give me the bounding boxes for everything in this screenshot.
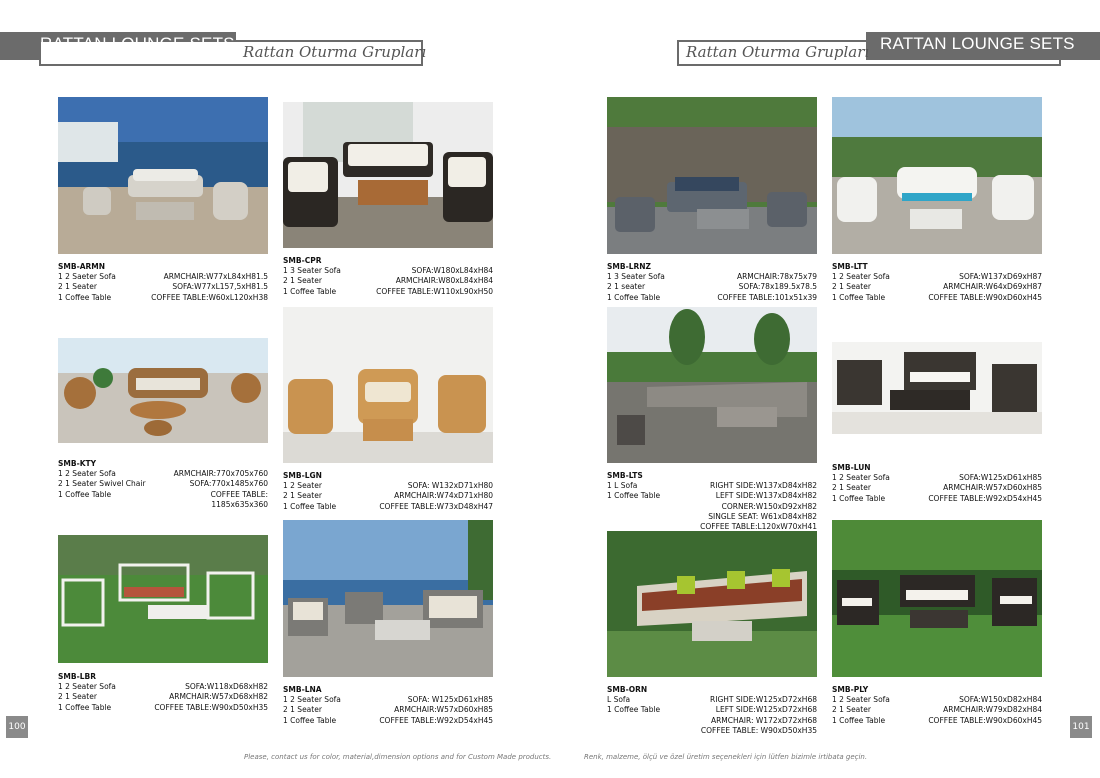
product-card: [283, 307, 493, 512]
spec-right: ARMCHAIR:W79xD82xH84: [943, 705, 1042, 715]
product-photo-smb-cpr: [283, 102, 493, 248]
spec-left: 1 2 Saeter Sofa: [58, 272, 116, 281]
spec-left: 1 2 Seater Sofa: [283, 695, 341, 704]
spec-right: RIGHT SIDE:W137xD84xH82: [710, 481, 817, 490]
product-card: [607, 97, 817, 303]
spec-left: 1 Coffee Table: [58, 292, 112, 302]
spec-right: COFFEE TABLE:L120xW70xH41: [700, 522, 817, 532]
footer-note-left: Please, contact us for color, material,dimension options and for Custom Made products.: [244, 753, 552, 761]
spec-left: 1 Coffee Table: [283, 286, 337, 296]
spec-right: COFFEE TABLE:W92xD54xH45: [379, 715, 493, 725]
spec-left: 1 Coffee Table: [607, 705, 661, 715]
spec-left: 2 1 Seater: [283, 276, 322, 286]
spec-left: 2 1 Seater: [58, 282, 97, 292]
product-card: [58, 338, 268, 510]
left-header-subtitle: Rattan Oturma Grupları: [243, 43, 427, 61]
spec-right: COFFEE TABLE:W110xL90xH50: [376, 286, 493, 296]
spec-left: 1 Coffee Table: [607, 292, 661, 302]
spec-right: ARMCHAIR:W57xD68xH82: [169, 692, 268, 702]
spec-right: SOFA:78x189.5x78.5: [738, 282, 817, 292]
spec-right: SOFA:W118xD68xH82: [185, 682, 268, 691]
spec-left: 2 1 Seater: [832, 483, 871, 493]
product-photo-smb-orn: [607, 531, 817, 677]
spec-right: ARMCHAIR:78x75x79: [736, 272, 817, 281]
spec-right: ARMCHAIR:W77xL84xH81.5: [163, 272, 268, 281]
spec-right: LEFT SIDE:W137xD84xH82: [715, 491, 817, 501]
product-photo-smb-lna: [283, 520, 493, 677]
spec-left: 1 2 Seater: [283, 481, 322, 490]
spec-right: SOFA: W125xD61xH85: [407, 695, 493, 704]
footer-note-right: Renk, malzeme, ölçü ve özel üretim seçenekleri için lütfen bizimle irtibata geçin.: [584, 753, 868, 761]
product-card: [832, 342, 1042, 504]
spec-left: 1 Coffee Table: [832, 493, 886, 503]
product-photo-smb-lun: [832, 342, 1042, 434]
spec-left: 1 2 Seater Sofa: [832, 473, 890, 482]
product-code: SMB-ORN: [607, 685, 648, 694]
product-photo-smb-kty: [58, 338, 268, 443]
spec-left: 2 1 Seater: [283, 491, 322, 501]
spec-right: ARMCHAIR:770x705x760: [173, 469, 268, 478]
product-card: [832, 520, 1042, 726]
product-photo-smb-armn: [58, 97, 268, 254]
product-card: [58, 535, 268, 713]
spec-right: SOFA: W132xD71xH80: [407, 481, 493, 490]
product-photo-smb-ply: [832, 520, 1042, 677]
spec-right: COFFEE TABLE:W90xD60xH45: [928, 292, 1042, 302]
product-photo-smb-lrnz: [607, 97, 817, 254]
product-card: [58, 97, 268, 303]
spec-right: RIGHT SIDE:W125xD72xH68: [710, 695, 817, 704]
product-card: [832, 97, 1042, 303]
spec-left: 1 2 Seater Sofa: [832, 695, 890, 704]
spec-right: SOFA:W150xD82xH84: [959, 695, 1042, 704]
spec-left: 1 Coffee Table: [832, 715, 886, 725]
spec-right: COFFEE TABLE:W92xD54xH45: [928, 493, 1042, 503]
spec-right: SOFA:770x1485x760: [189, 479, 268, 489]
product-code: SMB-LTS: [607, 471, 643, 480]
spec-left: 1 3 Seater Sofa: [607, 272, 665, 281]
spec-right: COFFEE TABLE:W60xL120xH38: [151, 292, 268, 302]
product-code: SMB-LGN: [283, 471, 322, 480]
spec-right: ARMCHAIR:W80xL84xH84: [395, 276, 493, 286]
spec-left: 1 Coffee Table: [58, 702, 112, 712]
spec-right: SOFA:W77xL157,5xH81.5: [172, 282, 268, 292]
spec-left: 1 Coffee Table: [283, 715, 337, 725]
product-code: SMB-LNA: [283, 685, 322, 694]
spec-left: 1 Coffee Table: [283, 501, 337, 511]
spec-right: SOFA:W180xL84xH84: [411, 266, 493, 275]
product-code: SMB-KTY: [58, 459, 97, 468]
right-header-subtitle: Rattan Oturma Grupları: [686, 43, 870, 61]
spec-right: LEFT SIDE:W125xD72xH68: [715, 705, 817, 715]
spec-left: 1 2 Seater Sofa: [58, 469, 116, 478]
spec-right: COFFEE TABLE:101x51x39: [717, 292, 817, 302]
spec-left: 2 1 Seater Swivel Chair: [58, 479, 146, 489]
product-photo-smb-lgn: [283, 307, 493, 463]
product-card: [607, 307, 817, 532]
left-header-title: RATTAN LOUNGE SETS: [40, 34, 235, 53]
product-code: SMB-LBR: [58, 672, 96, 681]
product-card: [283, 520, 493, 726]
spec-right: COFFEE TABLE:: [210, 489, 268, 499]
product-photo-smb-lbr: [58, 535, 268, 663]
spec-right: COFFEE TABLE:W73xD48xH47: [379, 501, 493, 511]
spec-left: 1 L Sofa: [607, 481, 638, 490]
spec-left: 1 Coffee Table: [832, 292, 886, 302]
product-code: SMB-LRNZ: [607, 262, 651, 271]
spec-right: ARMCHAIR:W74xD71xH80: [394, 491, 493, 501]
spec-left: 1 Coffee Table: [58, 489, 112, 499]
spec-right: SOFA:W137xD69xH87: [959, 272, 1042, 281]
product-code: SMB-CPR: [283, 256, 322, 265]
spec-left: L Sofa: [607, 695, 631, 704]
product-code: SMB-ARMN: [58, 262, 106, 271]
spec-left: 2 1 Seater: [283, 705, 322, 715]
product-card: [283, 102, 493, 297]
right-header-title: RATTAN LOUNGE SETS: [880, 34, 1075, 53]
spec-right: ARMCHAIR:W64xD69xH87: [943, 282, 1042, 292]
spec-left: 1 2 Seater Sofa: [58, 682, 116, 691]
product-code: SMB-LTT: [832, 262, 868, 271]
page-number-right: 101: [1070, 716, 1092, 738]
spec-left: 2 1 Seater: [832, 705, 871, 715]
spec-left: 1 Coffee Table: [607, 491, 661, 501]
product-photo-smb-lts: [607, 307, 817, 463]
product-card: [607, 531, 817, 736]
product-code: SMB-PLY: [832, 685, 869, 694]
product-code: SMB-LUN: [832, 463, 871, 472]
spec-right: SINGLE SEAT: W61xD84xH82: [708, 511, 817, 521]
spec-right: ARMCHAIR: W172xD72xH68: [710, 715, 817, 725]
spec-right: 1185x635x360: [211, 499, 268, 509]
spec-left: 1 2 Seater Sofa: [832, 272, 890, 281]
spec-right: ARMCHAIR:W57xD60xH85: [394, 705, 493, 715]
spec-left: 2 1 seater: [607, 282, 646, 292]
spec-left: 2 1 Seater: [58, 692, 97, 702]
spec-right: SOFA:W125xD61xH85: [959, 473, 1042, 482]
spec-right: ARMCHAIR:W57xD60xH85: [943, 483, 1042, 493]
spec-left: 2 1 Seater: [832, 282, 871, 292]
spec-right: CORNER:W150xD92xH82: [721, 501, 817, 511]
spec-left: 1 3 Seater Sofa: [283, 266, 341, 275]
spec-right: COFFEE TABLE:W90xD50xH35: [154, 702, 268, 712]
spec-right: COFFEE TABLE: W90xD50xH35: [700, 725, 817, 735]
product-photo-smb-ltt: [832, 97, 1042, 254]
spec-right: COFFEE TABLE:W90xD60xH45: [928, 715, 1042, 725]
page-number-left: 100: [6, 716, 28, 738]
